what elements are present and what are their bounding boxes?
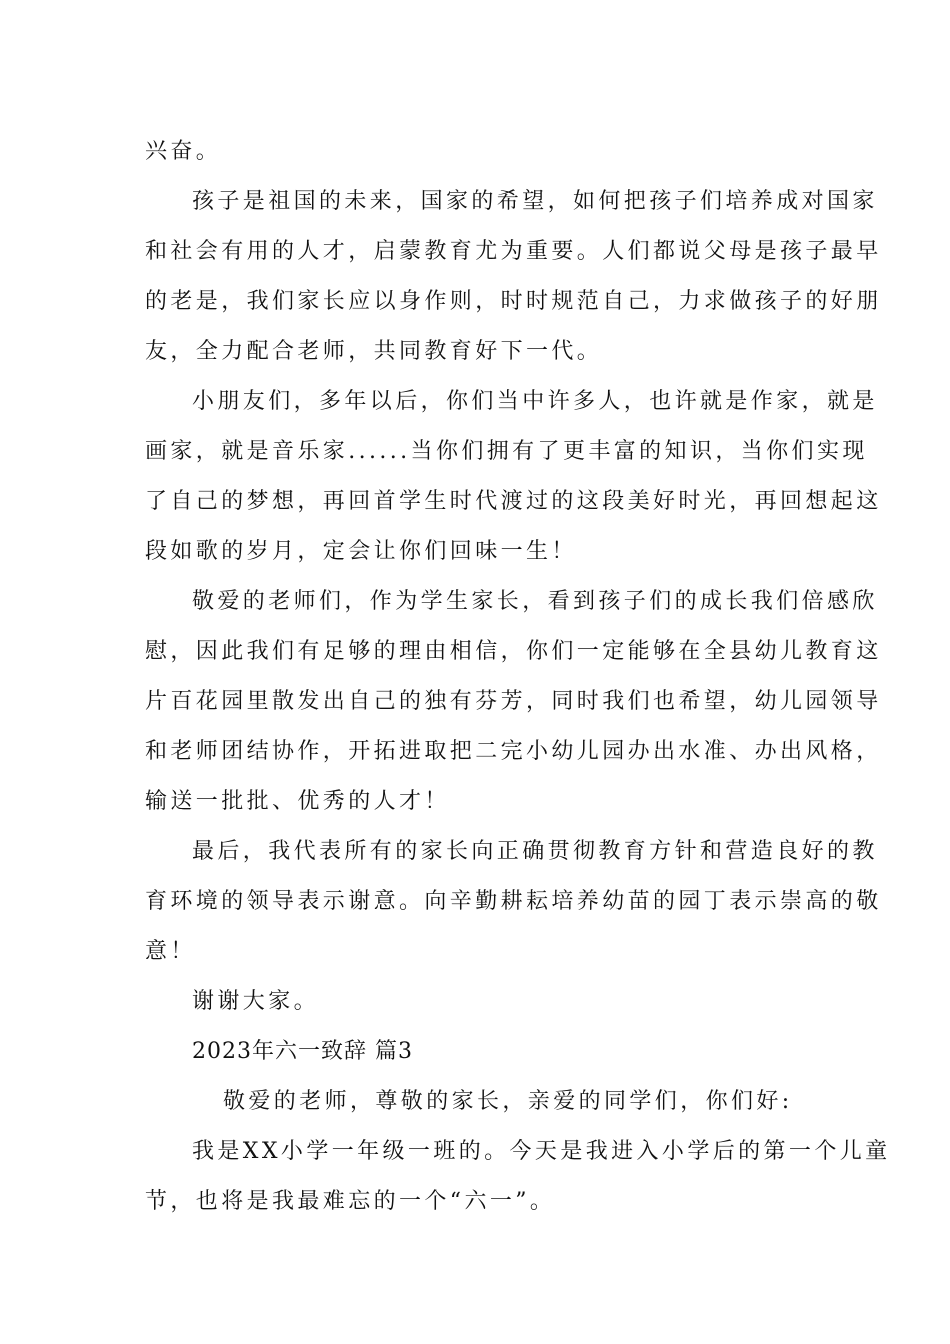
closing-line: 谢谢大家。 (192, 989, 320, 1014)
text-line: 和社会有用的人才，启蒙教育尤为重要。人们都说父母是孩子最早 (145, 239, 882, 264)
text-line: 了自己的梦想，再回首学生时代渡过的这段美好时光，再回想起这 (145, 489, 882, 514)
text-line: 意！ (145, 939, 196, 964)
text-line: 育环境的领导表示谢意。向辛勤耕耘培养幼苗的园丁表示崇高的敬 (145, 889, 882, 914)
text-line: 和老师团结协作，开拓进取把二完小幼儿园办出水准、办出风格， (145, 739, 882, 764)
paragraph-start-line: 敬爱的老师们，作为学生家长，看到孩子们的成长我们倍感欣 (192, 589, 878, 614)
text-line: 段如歌的岁月，定会让你们回味一生！ (145, 539, 577, 564)
text-line: 片百花园里散发出自己的独有芬芳，同时我们也希望，幼儿园领导 (145, 689, 882, 714)
text-line: 慰，因此我们有足够的理由相信，你们一定能够在全县幼儿教育这 (145, 639, 882, 664)
text-line: 输送一批批、优秀的人才！ (145, 789, 450, 814)
text-line: 友，全力配合老师，共同教育好下一代。 (145, 339, 603, 364)
paragraph-start-line: 最后，我代表所有的家长向正确贯彻教育方针和营造良好的教 (192, 839, 878, 864)
text-line: 的老是，我们家长应以身作则，时时规范自己，力求做孩子的好朋 (145, 289, 882, 314)
text-line: 节，也将是我最难忘的一个“六一”。 (145, 1189, 556, 1214)
text-line: 兴奋。 (145, 139, 222, 164)
section-heading: 2023年六一致辞 篇3 (192, 1039, 413, 1064)
paragraph-start-line: 小朋友们，多年以后，你们当中许多人，也许就是作家，就是 (192, 389, 878, 414)
paragraph-start-line: 我是XX小学一年级一班的。今天是我进入小学后的第一个儿童 (192, 1139, 891, 1164)
greeting-line: 敬爱的老师，尊敬的家长，亲爱的同学们，你们好: (223, 1089, 793, 1114)
paragraph-start-line: 孩子是祖国的未来，国家的希望，如何把孩子们培养成对国家 (192, 189, 878, 214)
text-line: 画家，就是音乐家......当你们拥有了更丰富的知识，当你们实现 (145, 439, 868, 464)
